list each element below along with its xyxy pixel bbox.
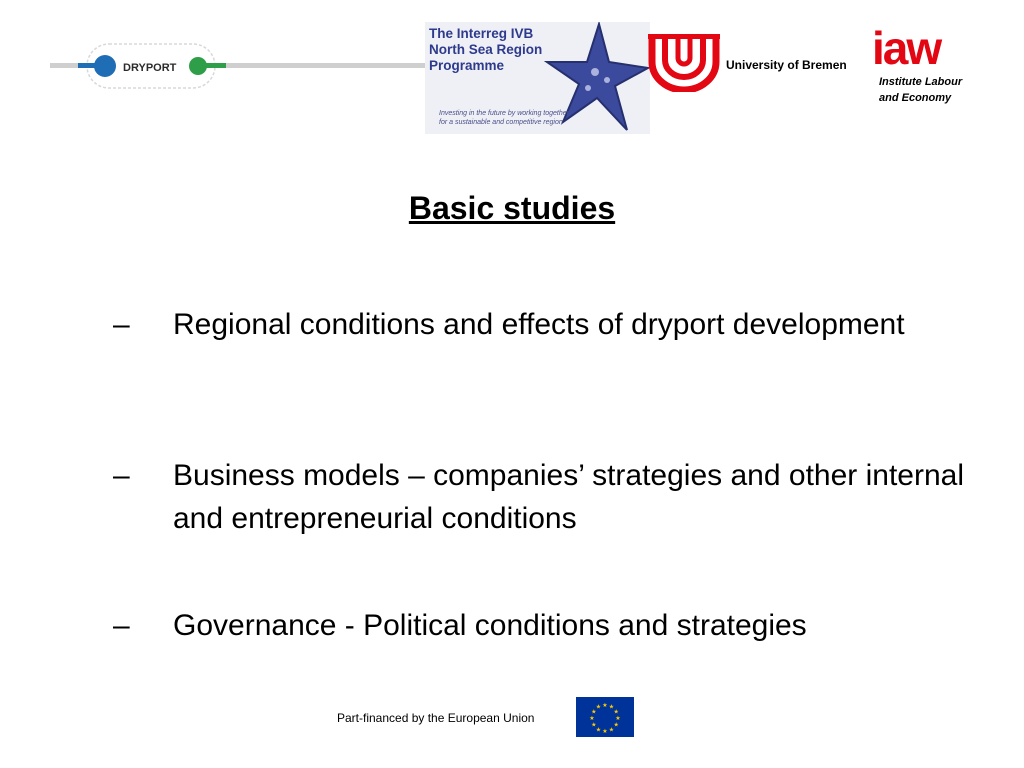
eu-flag-icon [576,697,634,737]
interreg-tagline1: Investing in the future by working together [439,110,569,117]
dryport-logo [50,40,430,92]
iaw-logo [872,22,972,76]
bullet-dash: – [113,308,130,341]
iaw-subtitle-line1: Institute Labour [879,76,963,88]
svg-text:★: ★ [591,721,597,729]
footer-financing-note: Part-financed by the European Union [337,711,535,725]
iaw-logo-text: iaw [872,22,941,74]
university-of-bremen-logo [648,34,720,92]
interreg-line3: Programme [429,58,505,73]
starfish-icon [533,22,650,134]
interreg-logo [425,22,650,134]
interreg-line1: The Interreg IVB [429,26,534,41]
svg-text:★: ★ [613,708,619,716]
svg-text:★: ★ [602,728,608,735]
svg-text:★: ★ [615,715,621,722]
svg-text:★: ★ [595,703,602,711]
iaw-subtitle-line2: and Economy [879,92,952,104]
bullet-dash: – [113,459,130,492]
svg-text:★: ★ [608,703,615,711]
svg-text:★: ★ [595,726,602,734]
interreg-tagline2: for a sustainable and competitive region [439,119,563,126]
interreg-line2: North Sea Region [429,42,543,57]
bullet-text: Business models – companies’ strategies and other internal and entrepreneurial conditions [173,459,964,535]
svg-text:★: ★ [608,726,615,734]
slide-title: Basic studies [408,190,616,226]
dryport-logo-text: DRYPORT [123,62,177,74]
svg-text:★: ★ [602,702,608,709]
svg-text:★: ★ [589,715,595,722]
university-of-bremen-label: University of Bremen [726,58,847,72]
svg-text:★: ★ [613,721,619,729]
bullet-dash: – [113,609,130,642]
bullet-text: Regional conditions and effects of dryport development [173,308,905,341]
svg-text:★: ★ [591,708,597,716]
bullet-text: Governance - Political conditions and strategies [173,609,807,642]
